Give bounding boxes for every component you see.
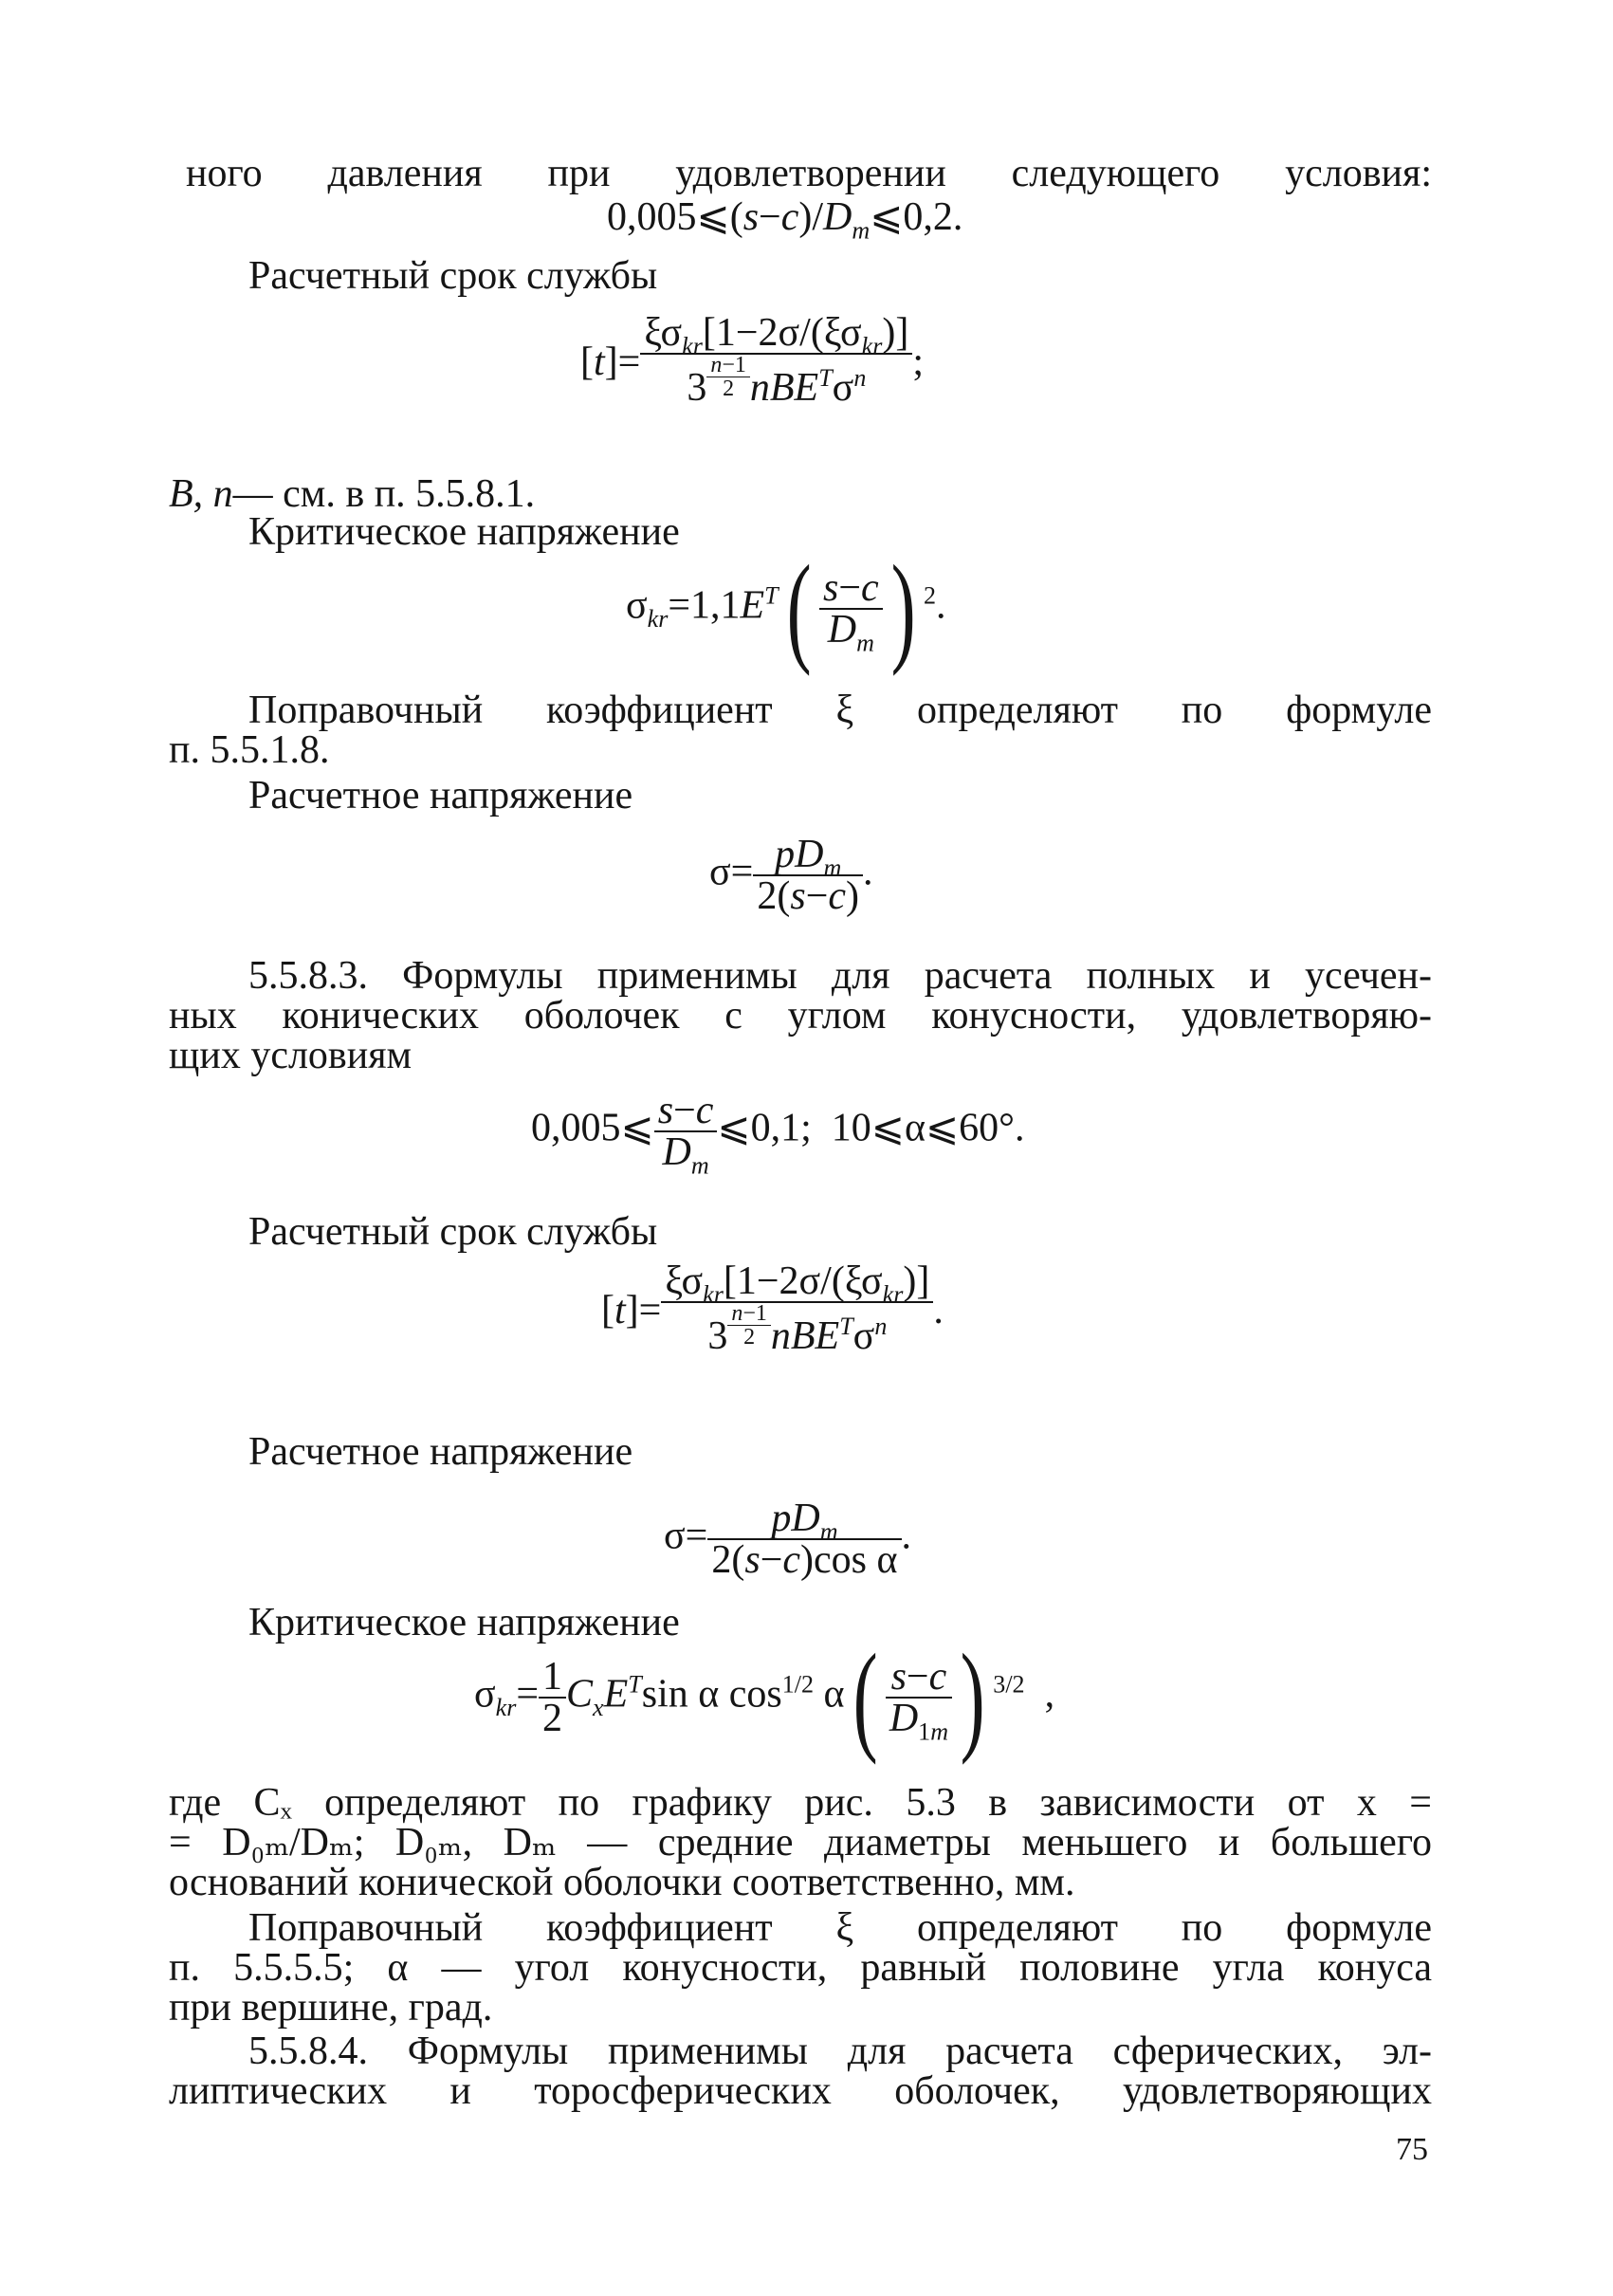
formula-design-stress-2: σ= $\frac{pD_m}{\text{2(s−c)cos α}}$ . bbox=[664, 1497, 912, 1582]
text-line: Критическое напряжение bbox=[248, 510, 680, 554]
text-line: оснований конической оболочки соответственно, мм. bbox=[169, 1861, 1075, 1904]
text-line: ных конических оболочек с углом конусности, удовлетворяю- bbox=[169, 994, 1432, 1038]
formula-condition-2: 0,005⩽ $\frac{s-c}{D_m}$ ⩽0,1; 10⩽α⩽60°. bbox=[531, 1089, 1025, 1180]
text-line: п. 5.5.1.8. bbox=[169, 728, 330, 772]
formula-critical-stress-2: $\sigma_{kr}=$ $\frac{1}{2}$ $C_xE^T\sin$ α $\cos^{1/2} \alpha$( $\frac{s-c}{D_{1m}}$ ) $^{3/2}$ , bbox=[474, 1629, 1055, 1766]
formula-design-stress-1: σ= $\frac{pD_m}{2(s-c)}$ . bbox=[709, 833, 873, 918]
text-line: ного давления при удовлетворении следующего условия: bbox=[186, 152, 1432, 195]
text-line: Расчетный срок службы bbox=[248, 1210, 658, 1254]
text-line: Расчетное напряжение bbox=[248, 1430, 633, 1474]
page-number: 75 bbox=[1396, 2132, 1428, 2167]
text-line: 5.5.8.3. Формулы применимы для расчета полных и усечен- bbox=[248, 954, 1432, 998]
text-line: п. 5.5.5.5; α — угол конусности, равный половине угла конуса bbox=[169, 1946, 1432, 1990]
formula-critical-stress-1: $\sigma_{kr}=1,1E^T$( $\frac{s-c}{D_m}$ ) $^2$. bbox=[626, 541, 946, 677]
text-line: щих условиям bbox=[169, 1034, 412, 1077]
formula-service-life-2: [t]= $\xi\sigma_{kr}[1-2\sigma/(\xi\sigma_{kr})]$ 3 $^{\frac{n-1}{2}}$ $nBE^T\sigma^n$ . bbox=[601, 1261, 944, 1367]
variable-symbols: B, n bbox=[169, 472, 233, 516]
text-line: Поправочный коэффициент ξ определяют по формуле bbox=[248, 689, 1432, 732]
text-line: 5.5.8.4. Формулы применимы для расчета сферических, эл- bbox=[248, 2030, 1432, 2073]
text-line: липтических и торосферических оболочек, удовлетворяющих bbox=[169, 2069, 1432, 2113]
text-line: при вершине, град. bbox=[169, 1986, 493, 2030]
formula-condition-1: $0,005⩽(s-c)/D_m⩽0,2$. bbox=[607, 195, 963, 245]
text-line: = D₀ₘ/Dₘ; D₀ₘ, Dₘ — средние диаметры меньшего и большего bbox=[169, 1821, 1432, 1864]
text-line: Поправочный коэффициент ξ определяют по формуле bbox=[248, 1906, 1432, 1950]
text-line: Критическое напряжение bbox=[248, 1601, 680, 1644]
text-line bbox=[169, 474, 535, 514]
text-line: Расчетное напряжение bbox=[248, 774, 633, 817]
text-fragment: — см. в п. 5.5.8.1. bbox=[232, 472, 536, 516]
text-line: Расчетный срок службы bbox=[248, 254, 658, 298]
formula-service-life-1: [t]= $\xi\sigma_{kr}[1-2\sigma/(\xi\sigma_{kr})]$ 3 $^{\frac{n-1}{2}}$ $nBE^T\sigma^n$ ; bbox=[580, 313, 924, 418]
text-line: где Cₓ определяют по графику рис. 5.3 в зависимости от x = bbox=[169, 1781, 1432, 1825]
